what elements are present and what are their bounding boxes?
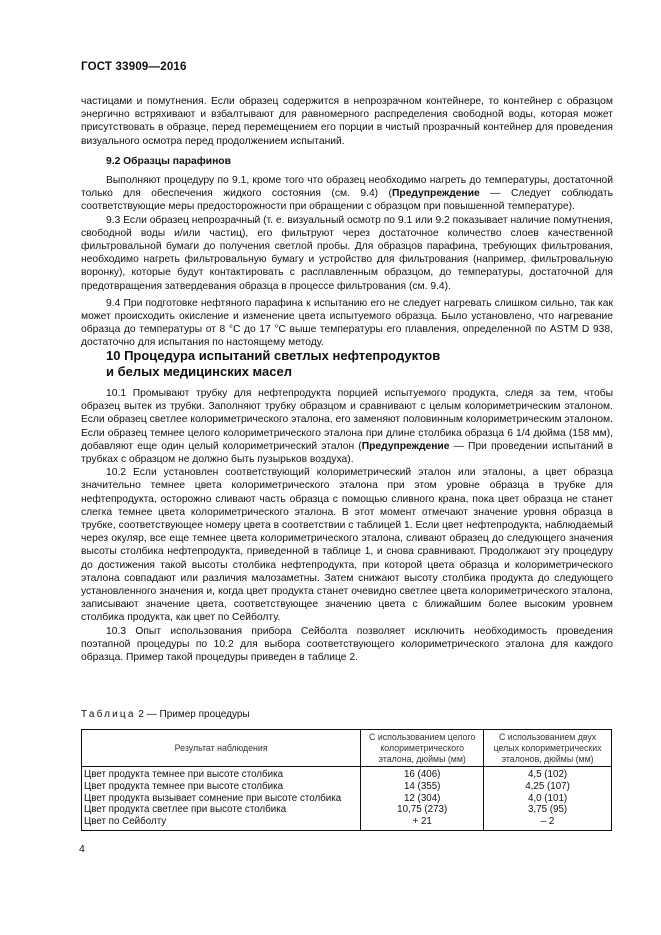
paragraph-10-3: 10.3 Опыт использования прибора Сейболта позволяет исключить необходимость проведения поэтапной процедуры по 10.2 для выбора соответствующего колориметрического эталона для каждого образца. Пример такой процедуры приведен в таблице 2. [81,625,613,664]
page-number: 4 [79,843,85,855]
paragraph-10-2: 10.2 Если установлен соответствующий колориметрический эталон или эталоны, а цвет образца значительно темнее цвета колориметрического эталона при этом уровне образца в трубке для нефтепродукта, осторожно сливают часть образца с помощью сливного крана, пока цвет образца не станет слегка темнее цвета колориметрического эталона. В этот момент отмечают значение уровня образца в трубке, соответствующее номеру цвета в соответствии с таблицей 1. Если цвет нефтепродукта, наблюдаемый через окуляр, все еще темнее цвета колориметрического эталона, сливают образец до следующего значения высоты столбика нефтепродукта, приведенной в таблице 1, и снова сравнивают. Продолжают эту процедуру до достижения такой высоты столбика нефтепродукта, при которой цвета образца и колориметрического эталона совпадают или различия малозаметны. Затем снижают высоту столбика продукта до следующего установленного значения и, когда цвет продукта станет очевидно светлее цвета колориметрического эталона, записывают значение цвета, соответствующее значению цвета с ближайшим более высоким уровнем столбика продукта, как цвет по Сейболту. [81,467,613,624]
paragraph-10-1-text-a: 10.1 Промывают трубку для нефтепродукта порцией испытуемого продукта, следя за тем, чтобы образец вытек из трубки. Заполняют трубку образцом и сравнивают с целым колориметрическим эталоном. Если образец светлее колориметрического эталона, его заменяют половинным колориметрическим эталоном. Если образец темнее целого колориметрического эталона при длине столбика образца 6 1/4 дюйма (158 мм), добавляют еще один целый колориметрический эталон ( [81,388,613,452]
table-cell-observation: Цвет по Сейболту [82,816,361,830]
table-row [82,781,612,793]
paragraph-10-1-text-b: — При проведении испытаний в трубках с образцом не должно быть пузырьков воздуха). [81,440,614,466]
table-caption-title: 2 — Пример процедуры [135,709,250,720]
table-cell-two-standards: – 2 [484,816,612,830]
table-cell-observation: Цвет продукта темнее при высоте столбика [82,781,361,793]
table-row [82,793,612,805]
table-cell-one-standard: 12 (304) [361,793,484,805]
table-cell-two-standards: 4,0 (101) [484,793,612,805]
paragraph-9-3: 9.3 Если образец непрозрачный (т. е. визуальный осмотр по 9.1 или 9.2 показывает наличие помутнения, свободной воды и/или частиц), его фильтруют через достаточное количество слоев качественной фильтровальной бумаги до получения светлой пробы. Для образцов парафина, требующих фильтрования, необходимо нагреть фильтровальную бумагу и устройство для фильтрования (например, фильтровальную воронку), которые будут контактировать с расплавленным образцом, до температуры, достаточной для предотвращения затвердевания образца в процессе фильтрования (см. 9.4). [81,214,613,292]
text-block-section-9 [81,95,613,350]
table-row [82,767,612,781]
warning-label: Предупреждение [392,188,480,200]
section-heading-10-line-1: 10 Процедура испытаний светлых нефтепродуктов [106,348,441,363]
header-two-standards: С использованием двух целых колориметрических эталонов, дюймы (мм) [484,730,612,767]
section-heading-10 [106,348,566,380]
paragraph-9-2 [81,174,613,214]
paragraph-9-2-text-a: Выполняют процедуру по 9.1, кроме того что образец необходимо нагреть до температуры, достаточной только для обеспечения жидкого состояния (см. 9.4) ( [81,175,613,200]
paragraph-9-2-text-b: — Следует соблюдать соответствующие меры предосторожности при обращении с образцом при повышенной температуре). [81,188,613,213]
table-caption [81,709,250,720]
section-heading-10-line-2: и белых медицинских масел [106,364,292,379]
table-row [82,816,612,830]
subsection-heading-9-2: 9.2 Образцы парафинов [106,155,231,167]
table-cell-one-standard: 10,75 (273) [361,804,484,816]
table-cell-observation: Цвет продукта светлее при высоте столбика [82,804,361,816]
table-cell-two-standards: 4,5 (102) [484,767,612,781]
paragraph-9-4: 9.4 При подготовке нефтяного парафина к испытанию его не следует нагревать слишком сильно, так как может происходить окисление и изменение цвета испытуемого образца. Было установлено, что нагревание образца до температуры от 8 °С до 17 °С выше температуры его плавления, определенной по ASTM D 938, достаточно для испытания по настоящему методу. [81,297,613,349]
table-cell-one-standard: 16 (406) [361,767,484,781]
table-cell-two-standards: 4,25 (107) [484,781,612,793]
paragraph-10-1 [81,387,613,466]
table-header-row [82,730,612,767]
table-cell-one-standard: 14 (355) [361,781,484,793]
table-row [82,804,612,816]
text-block-section-10 [81,387,613,664]
table-cell-two-standards: 3,75 (95) [484,804,612,816]
table-cell-observation: Цвет продукта темнее при высоте столбика [82,767,361,781]
warning-label: Предупреждение [361,440,450,452]
table-caption-label: Таблица [81,709,136,720]
document-code: ГОСТ 33909—2016 [81,61,187,73]
table-cell-one-standard: + 21 [361,816,484,830]
header-one-standard: С использованием целого колориметрического эталона, дюймы (мм) [361,730,484,767]
procedure-example-table [81,729,612,831]
intro-paragraph: частицами и помутнения. Если образец содержится в непрозрачном контейнере, то контейнер с образцом энергично встряхивают и взбалтывают для равномерного распределения свободной воды, которая может присутствовать в образце, перед перемещением его порции в чистый прозрачный контейнер для проведения визуального осмотра перед продолжением испытаний. [81,96,613,147]
header-observation: Результат наблюдения [82,730,361,767]
table-cell-observation: Цвет продукта вызывает сомнение при высоте столбика [82,793,361,805]
